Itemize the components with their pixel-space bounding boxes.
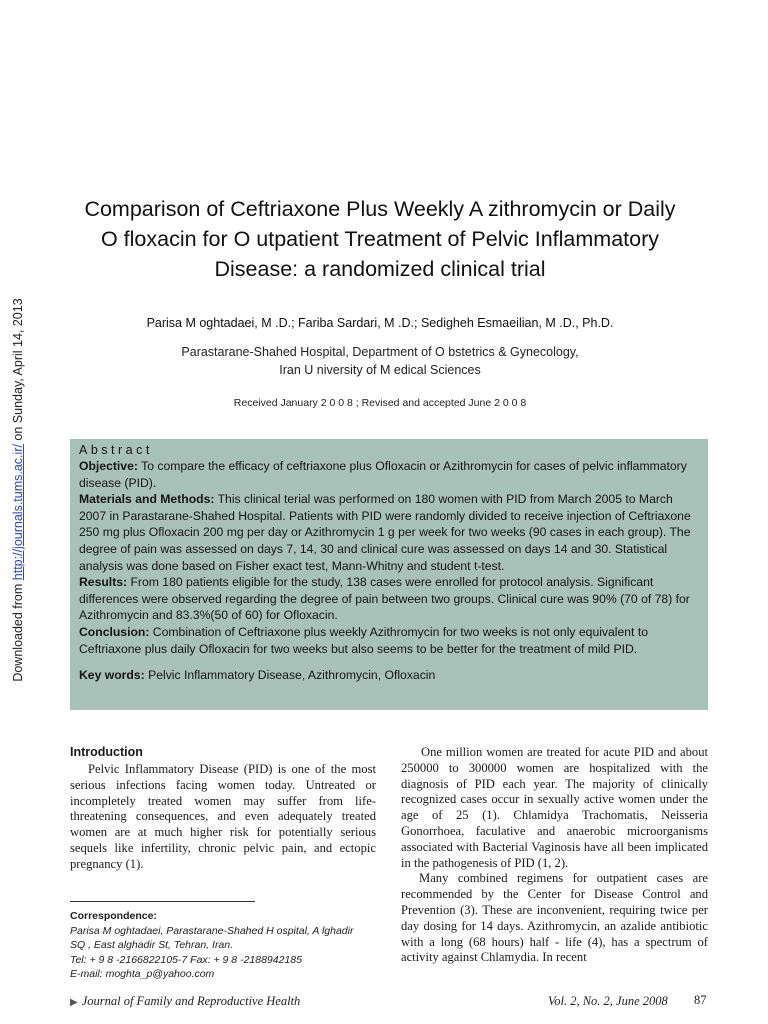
introduction-heading: Introduction [70, 745, 143, 759]
keywords-text: Pelvic Inflammatory Disease, Azithromycin, Ofloxacin [144, 668, 436, 683]
author-list: Parisa M oghtadaei, M .D.; Fariba Sardari, M .D.; Sedigheh Esmaeilian, M .D., Ph.D. [146, 316, 614, 330]
objective-text: To compare the efficacy of ceftriaxone plus Ofloxacin or Azithromycin for cases of pelvic inflammatory disease (PID). [79, 459, 687, 490]
right-column [401, 745, 708, 966]
left-column [70, 745, 376, 873]
abstract-results [79, 574, 698, 624]
correspondence-heading: Correspondence: [70, 910, 157, 922]
methods-label: Materials and Methods: [79, 492, 215, 507]
abstract-keywords [79, 667, 698, 684]
conclusion-text: Combination of Ceftriaxone plus weekly Azithromycin for two weeks is not only equivalent to Ceftriaxone plus daily Ofloxacin for two weeks but also seems to be better for the treatment of mild PID. [79, 624, 648, 656]
conclusion-label: Conclusion: [79, 624, 150, 639]
body-paragraph: One million women are treated for acute PID and about 250000 to 300000 women are hospitalized with the diagnosis of PID each year. The majority of clinically recognized cases occur in sexually active women under the age of 25 (1). Chlamidya Trachomatis, Neisseria Gonorrhoea, faculative and anaerobic microorganisms associated with Bacterial Vaginosis have all been implicated in the pathogenesis of PID (1, 2). [401, 745, 708, 870]
affiliation-line: Parastarane-Shahed Hospital, Department of O bstetrics & Gynecology, [181, 345, 579, 359]
affiliation [60, 344, 700, 379]
objective-label: Objective: [79, 459, 138, 473]
watermark-prefix: Downloaded from [11, 580, 25, 682]
title-line: Comparison of Ceftriaxone Plus Weekly A zithromycin or Daily [84, 197, 676, 221]
methods-text: This clinical terial was performed on 180 women with PID from March 2005 to March 2007 in Parastarane-Shahed Hospital. Patients with PID were randomly divided to receive injection of Ceftriaxone 250 mg plus Ofloxacin 200 mg per day or Azithromycin 1 g per week for two weeks (90 cases in each group). The degree of pain was assessed on days 7, 14, 30 and clinical cure was assessed on days 14 and 30. Statistical analysis was done based on Fisher exact test, Mann-Whitny and student t-test. [79, 492, 691, 573]
results-label: Results: [79, 575, 128, 590]
watermark-suffix: on Sunday, April 14, 2013 [11, 298, 25, 445]
journal-name: Journal of Family and Reproductive Health [81, 994, 301, 1008]
footer-issue: Vol. 2, No. 2, June 2008 [548, 994, 668, 1008]
correspondence-block [70, 909, 390, 982]
abstract-methods [79, 491, 698, 574]
affiliation-line: Iran U niversity of M edical Sciences [279, 362, 481, 377]
results-text: From 180 patients eligible for the study, 138 cases were enrolled for protocol analysis. Significant differences were observed regarding the degree of pain between two groups. Clinical cure was 90% (70 of 78) for Azithromycin and 83.3%(50 of 60) for Ofloxacin. [79, 575, 690, 623]
correspondence-line: Parisa M oghtadaei, Parastarane-Shahed H ospital, A lghadir [70, 924, 354, 937]
footer-journal [70, 994, 300, 1009]
download-watermark [6, 300, 30, 680]
abstract-conclusion [79, 624, 698, 657]
paper-title [60, 194, 700, 284]
correspondence-line: Tel: + 9 8 -2166822105-7 Fax: + 9 8 -2188942185 [70, 953, 302, 966]
correspondence-divider [70, 901, 255, 902]
correspondence-line: SQ , East alghadir St, Tehran, Iran. [70, 939, 234, 951]
abstract-box [70, 439, 708, 710]
abstract-objective [79, 458, 698, 491]
triangle-right-icon: ▶ [70, 997, 78, 1008]
intro-paragraph: Pelvic Inflammatory Disease (PID) is one of the most serious infections facing women today. Untreated or incompletely treated women may suffer from life-threatening consequences, and even adequately treated women are at much higher risk for potentially serious sequels like infertility, chronic pelvic pain, and ectopic pregnancy (1). [70, 762, 376, 871]
body-paragraph: Many combined regimens for outpatient cases are recommended by the Center for Disease Control and Prevention (3). These are inconvenient, requiring twice per day dosing for 14 days. Azithromycin, an azalide antibiotic with a long (68 hours) half - life (4), has a spectrum of activity against Chlamydia. In recent [401, 871, 708, 965]
page-number: 87 [694, 993, 707, 1007]
keywords-label: Key words: [79, 668, 145, 683]
received-dates: Received January 2 0 0 8 ; Revised and accepted June 2 0 0 8 [233, 397, 527, 409]
abstract-heading: Abstract [79, 443, 153, 457]
title-line: Disease: a randomized clinical trial [214, 257, 546, 281]
title-line: O floxacin for O utpatient Treatment of Pelvic Inflammatory [100, 227, 660, 251]
journal-site-link[interactable]: http://journals.tums.ac.ir/ [11, 444, 25, 581]
correspondence-email[interactable]: E-mail: moghta_p@yahoo.com [70, 968, 215, 980]
